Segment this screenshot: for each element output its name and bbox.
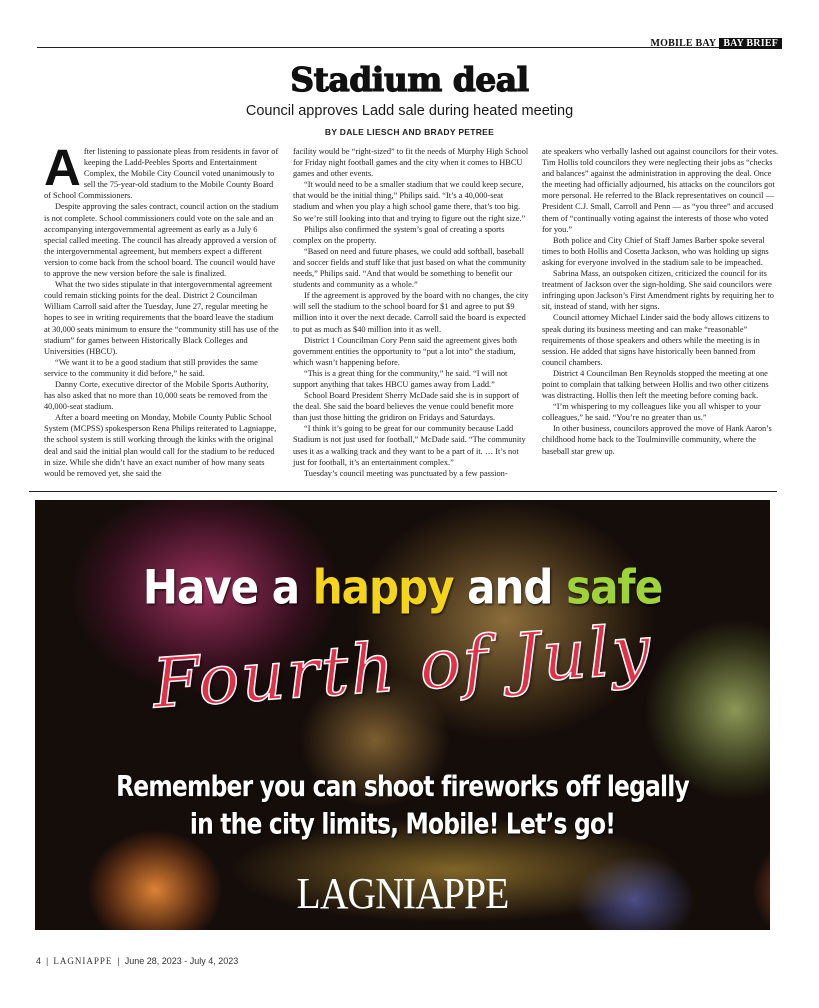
article-column-1 (44, 139, 281, 479)
lagniappe-logo: LAGNIAPPE (296, 869, 509, 918)
fourth-of-july-advertisement[interactable] (35, 500, 770, 930)
paragraph: “Based on need and future phases, we could add softball, baseball and soccer fields and stuff like that just based on what the community needs,” Philips said. “And that would be something to benefit our students and community as a whole.” (293, 246, 526, 290)
ad-script-title: Fourth of July (150, 610, 655, 725)
paragraph: “I think it’s going to be great for our community because Ladd Stadium is not just used for football,” McDade said. “The community uses it as a walking track and they want to be a part of it. … It’s not just for football, it’s an entertainment complex.” (293, 424, 526, 467)
paragraph: After listening to passionate pleas from residents in favor of keeping the Ladd-Peebles Sports and Entertainment Complex, the Mobile City Council voted unanimously to sell the 75-year-old stadium to the Mobile County Board of School Commissioners. (44, 139, 279, 201)
deck-subheadline: Council approves Ladd sale during heated meeting (245, 103, 574, 119)
paragraph: What the two sides stipulate in that intergovernmental agreement could remain sticking points for the deal. District 2 Councilman William Carroll said after the Tuesday, June 27, regular meeting he hopes to see in writing requirements that the board leave the stadium at 30,000 seats minimum to ensure the “community still has use of the stadium” for games between Historically Black Colleges and Universities (HBCU). (44, 280, 279, 356)
paragraph: District 4 Councilman Ben Reynolds stopped the meeting at one point to complain that talking between Hollis and two other citizens was distracting. Hollis then left the meeting before coming back. (542, 368, 769, 401)
paragraph: Despite approving the sales contract, council action on the stadium is not complete. School commissioners could vote on the sale and an accompanying intergovernmental agreement as early as a July 6 special called meeting. The council has already approved a version of the intergovernmental agreement, but members expect a different version to come back from the school board. The council would have to approve the new version before the sale is finalized. (44, 202, 279, 279)
paragraph: Both police and City Chief of Staff James Barber spoke several times to both Hollis and Cosetta Jackson, who was holding up signs asking for everyone involved in the stadium sale to be impeached. (542, 235, 769, 267)
paragraph: “We want it to be a good stadium that still provides the same service to the community it did before,” he said. (44, 357, 258, 378)
ad-message: Remember you can shoot fireworks off legally in the city limits, Mobile! Let’s go! (116, 770, 689, 842)
separator: | (46, 956, 49, 966)
paragraph: After a board meeting on Monday, Mobile County Public School System (MCPSS) spokesperson Rena Philips reiterated to Lagniappe, the school system is still working through the kinks with the original deal and said the initial plan would call for the stadium to be reduced in size. While she didn’t have an exact number of how many seats would be removed yet, she said the (44, 413, 277, 478)
section-divider (29, 491, 777, 492)
paragraph: In other business, councilors approved the move of Hank Aaron’s childhood home back to the Toulminville community, where the baseball star grew up. (542, 424, 772, 456)
publication-name: LAGNIAPPE (53, 956, 113, 966)
paragraph: Council attorney Michael Linder said the body allows citizens to speak during its business meeting and can make “reasonable” requirements of those speakers and others while the meeting is in session. He added that signs have historically been banned from council chambers. (542, 313, 770, 367)
article-column-2 (293, 146, 530, 479)
paragraph: facility would be “right-sized” to fit the needs of Murphy High School for Friday night football games and the city when it comes to HBCU games and other events. (293, 147, 529, 179)
drop-cap: A (44, 139, 81, 196)
byline: BY DALE LIESCH AND BRADY PETREE (324, 127, 495, 137)
paragraph: Sabrina Mass, an outspoken citizen, criticized the council for its treatment of Jackson over the sign-holding. She said councilors were infringing upon Jackson’s First Amendment rights by requiring her to sit, instead of stand, with her signs. (542, 269, 774, 312)
headline: Stadium deal (290, 60, 529, 99)
paragraph: Philips also confirmed the system’s goal of creating a sports complex on the property. (293, 224, 505, 245)
paragraph: “It would need to be a smaller stadium that we could keep secure, that would be the initial thing,” Philips said. “It’s a 40,000-seat stadium and when you play a high school game there, that’s too big. So we’re still looking into that and trying to figure out the right size.” (293, 180, 526, 223)
paragraph: School Board President Sherry McDade said she is in support of the deal. She said the board believes the venue could benefit more than just those hitting the gridiron on Fridays and Saturdays. (293, 391, 520, 423)
separator: | (117, 956, 120, 966)
section-subname: BAY BRIEF (719, 38, 782, 49)
article-column-3 (542, 146, 779, 479)
paragraph: “I’m whispering to my colleagues like you all whisper to your colleagues,” he said. “You’re no greater than us.” (542, 402, 761, 423)
section-tag (650, 38, 782, 49)
paragraph: ate speakers who verbally lashed out against councilors for their votes. Tim Hollis told councilors they were neglecting their jobs as “checks and balances” against the administration in approving the deal. Once the meeting had officially adjourned, his attacks on the councilors got more personal. He referred to the Black representatives on council — President C.J. Small, Carroll and Penn — as “you three” and accused them of “continually voting against the interests of those who voted for you.” (542, 147, 779, 234)
paragraph: District 1 Councilman Cory Penn said the agreement gives both government entities the opportunity to “put a lot into” the stadium, which wasn’t happening before. (293, 335, 517, 367)
paragraph: If the agreement is approved by the board with no changes, the city will sell the stadium to the school board for $1 and agree to put $9 million into it over the next decade. Carroll said the board is expected to put as much as $40 million into it as well. (293, 291, 529, 334)
page-footer (36, 956, 238, 966)
paragraph: Danny Corte, executive director of the Mobile Sports Authority, has also asked that no more than 10,000 seats be removed from the 40,000-seat stadium. (44, 379, 269, 412)
article-body (44, 139, 779, 479)
paragraph: “This is a great thing for the community,” he said. “I will not support anything that takes HBCU games away from Ladd.” (293, 368, 508, 389)
page-number: 4 (36, 956, 42, 966)
section-name: MOBILE BAY (650, 38, 717, 49)
paragraph: Tuesday’s council meeting was punctuated by a few passion- (304, 468, 508, 478)
ad-headline: Have a happy and safe (142, 560, 663, 615)
issue-date-range: June 28, 2023 - July 4, 2023 (124, 956, 239, 966)
